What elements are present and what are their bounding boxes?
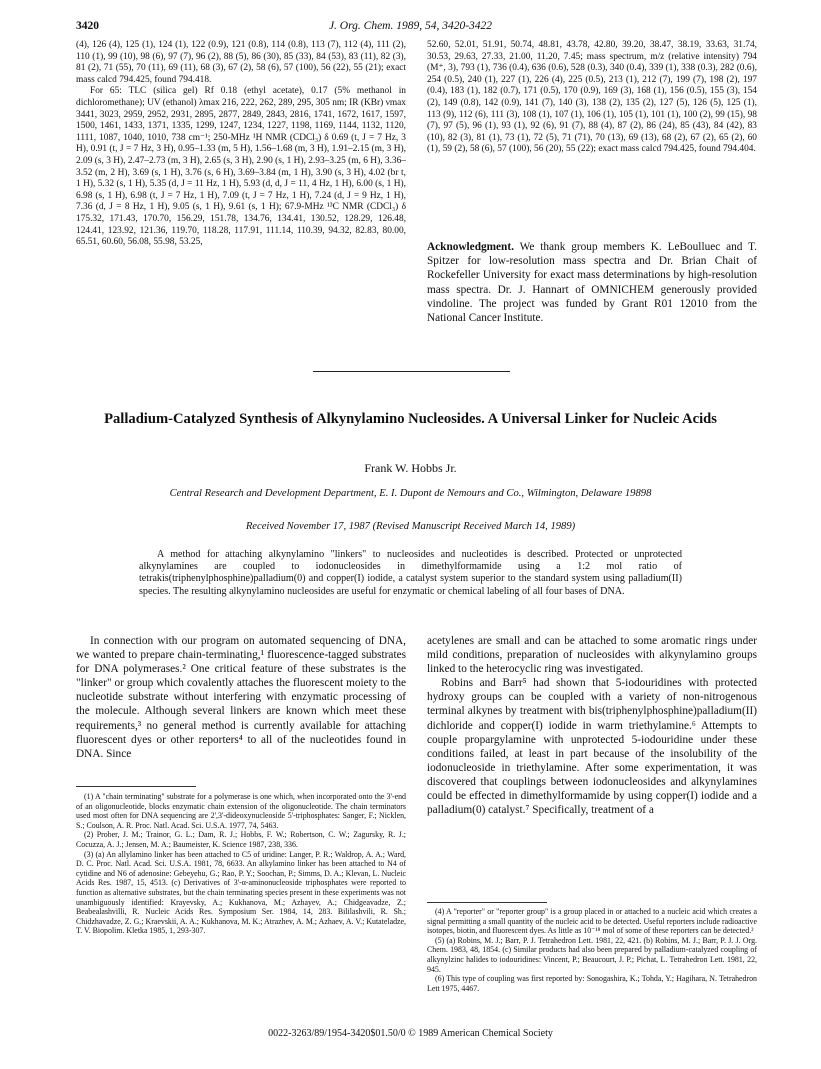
footnote-rule [427, 902, 547, 903]
body-column-right [427, 634, 757, 817]
footnotes-left [76, 792, 406, 936]
page-number: 3420 [76, 20, 99, 32]
acknowledgment-text: We thank group members K. LeBoulluec and T. Spitzer for low-resolution mass spectra and Dr. Brian Chait of Rockefeller University for exact mass determinations by high-resolution mass spectra. Dr. J. Hannart of OMNICHEM generously provided vindoline. The project was funded by Grant R01 12010 from the National Cancer Institute. [427, 241, 757, 325]
spectral-data-right [427, 40, 757, 156]
footnote: (1) A "chain terminating" substrate for a polymerase is one which, when incorporated onto the 3'-end of an oligonucleotide, blocks enzymatic chain extension of the oligonucleotide. The chain terminators used most often for DNA sequencing are 2',3'-dideoxynucleoside 5'-triphosphates: Sanger, F.; Nicklen, S.; Coulson, A. R. Proc. Natl. Acad. Sci. U.S.A. 1977, 74, 5463. [76, 792, 406, 830]
section-divider [313, 371, 510, 372]
footnote: (6) This type of coupling was first reported by: Sonogashira, K.; Tohda, Y.; Hagihara, N. Tetrahedron Lett 1975, 4467. [427, 974, 757, 993]
footnote: (2) Prober, J. M.; Trainor, G. L.; Dam, R. J.; Hobbs, F. W.; Robertson, C. W.; Zagursky, R. J.; Cocuzza, A. J.; Jensen, M. A.; Baumeister, K. Science 1987, 238, 336. [76, 830, 406, 849]
author-affiliation: Central Research and Development Department, E. I. Dupont de Nemours and Co., Wilmington, Delaware 19898 [169, 488, 652, 499]
acknowledgment-heading: Acknowledgment. [427, 241, 514, 253]
article-author: Frank W. Hobbs Jr. [364, 461, 457, 475]
journal-citation: J. Org. Chem. 1989, 54, 3420-3422 [328, 20, 493, 32]
footnote: (3) (a) An allylamino linker has been attached to C5 of uridine: Langer, P. R.; Waldrop, A. A.; Ward, D. C. Proc. Natl. Acad. Sci. U.S.A. 1981, 78, 6633. An alkylamino linker has been attached to N4 of cytidine and N6 of adenosine: Gebeyehu, G.; Rao, P. Y.; Soochan, P.; Simms, D. A.; Klevan, L. Nucleic Acids Res. 1987, 15, 4513. (c) Derivatives of 3'-α-aminonucleoside triphosphates were reported to function as alternative substrates, but the chain terminating species present in these experiments was not unambiguously identified: Krayevsky, A.; Kukhanova, M.; Azhayev, A.; Chidgeavadze, Z.; Beabealashvilli, R. Nucleic Acids Res. Symposium Ser. 1984, 14, 283. Bililashvili, R. Sh.; Chidzhavadze, Z. G.; Kraevskii, A. A.; Kukhanova, M. K.; Atrazhev, A. M.; Azhaev, A. V.; Kutateladze, T. V. Biopolim. Kletka 1985, 1, 293-307. [76, 849, 406, 936]
body-paragraph: In connection with our program on automated sequencing of DNA, we wanted to prepare chain-terminating,¹ fluorescence-tagged substrates for DNA polymerases.² One critical feature of these substrates is the "linker" or group which covalently attaches the fluorescent moiety to the nucleotide substrate without interfering with enzymatic processing of the molecule. Although several linkers are known which meet these requirements,³ no general method is currently available for attaching fluorescent dyes or other reporters⁴ to all of the nucleotides found in DNA. Since [76, 635, 406, 760]
footnote: (4) A "reporter" or "reporter group" is a group placed in or attached to a nucleic acid which creates a signal permitting a small quantity of the nucleic acid to be detected. Useful reporters include radioactive isotopes, biotin, and fluorescent dyes. As little as 10⁻¹⁸ mol of some of these reporters can be detected.² [427, 907, 757, 936]
abstract: A method for attaching alkynylamino "linkers" to nucleosides and nucleotides is described. Protected or unprotected alkynylamines are coupled to iodonucleosides in dimethylformamide using a 1:2 mol ratio of tetrakis(triphenylphosphine)palladium(0) and copper(I) iodide, a catalyst system superior to the standard system using palladium(II) species. The resulting alkynylamino nucleosides are useful for enzymatic or chemical labeling of all four bases of DNA. [139, 549, 682, 597]
body-paragraph: acetylenes are small and can be attached to some aromatic rings under mild conditions, preparation of nucleosides with alkynylamino groups linked to the heterocyclic ring was investigated. [427, 635, 757, 676]
acknowledgment [427, 240, 757, 325]
spectral-data-left [76, 40, 406, 249]
body-column-left [76, 634, 406, 761]
footnote: (5) (a) Robins, M. J.; Barr, P. J. Tetrahedron Lett. 1981, 22, 421. (b) Robins, M. J.; Barr, P. J. J. Org. Chem. 1983, 48, 1854. (c) Similar products had also been prepared by palladium-catalyzed coupling of alkynylzinc halides to iodouridines: Vincent, P.; Beaucourt, J. P.; Pichat, L. Tetrahedron Lett. 1981, 22, 945. [427, 935, 757, 974]
spectral-paragraph: 52.60, 52.01, 51.91, 50.74, 48.81, 43.78, 42.80, 39.20, 38.47, 38.19, 33.63, 31.74, 30.53, 29.63, 27.33, 21.00, 11.20, 7.45; mass spectrum, m/z (relative intensity) 794 (M⁺, 3), 793 (1), 736 (0.4), 636 (0.6), 528 (0.3), 340 (0.4), 339 (1), 338 (0.3), 282 (0.6), 254 (0.5), 240 (1), 227 (1), 226 (4), 225 (0.5), 213 (1), 212 (7), 199 (7), 198 (2), 197 (0.4), 183 (1), 182 (0.7), 171 (0.5), 170 (0.9), 169 (3), 168 (1), 156 (0.5), 155 (3), 154 (2), 149 (0.8), 142 (0.9), 141 (7), 140 (3), 138 (2), 135 (2), 127 (5), 126 (5), 125 (1), 113 (9), 112 (6), 111 (3), 108 (1), 107 (1), 106 (1), 105 (1), 101 (1), 100 (2), 99 (15), 98 (7), 97 (5), 96 (1), 93 (1), 92 (6), 91 (7), 88 (4), 87 (2), 86 (24), 85 (43), 84 (42), 83 (10), 82 (3), 81 (1), 73 (1), 72 (5), 71 (71), 70 (13), 69 (13), 68 (2), 67 (2), 65 (2), 60 (1), 59 (2), 58 (6), 57 (100), 56 (20), 55 (22); exact mass calcd 794.425, found 794.404. [427, 40, 757, 155]
body-paragraph: Robins and Barr⁵ had shown that 5-iodouridines with protected hydroxy groups can be coupled with a variety of non-nitrogenous terminal alkynes by treatment with bis(triphenylphosphine)palladium(II) dichloride and copper(I) iodide in warm triethylamine.⁶ Attempts to couple propargylamine with unprotected 5-iodouridine under these conditions failed, at least in part because of the insolubility of the iodonucleoside in triethylamine. After some experimentation, it was discovered that couplings between iodonucleosides and alkynylamines could be effected in dimethylformamide by using copper(I) iodide and a palladium(0) catalyst.⁷ Specifically, treatment of a [427, 677, 757, 817]
spectral-paragraph: For 65: TLC (silica gel) Rf 0.18 (ethyl acetate), 0.17 (5% methanol in dichloromethane); UV (ethanol) λmax 216, 222, 262, 289, 295, 305 nm; IR (KBr) νmax 3441, 3023, 2959, 2952, 2931, 2895, 2877, 2849, 2843, 2816, 1741, 1672, 1617, 1597, 1500, 1461, 1433, 1371, 1335, 1299, 1247, 1234, 1227, 1198, 1169, 1144, 1132, 1120, 1111, 1087, 1040, 1010, 738 cm⁻¹; 250-MHz ¹H NMR (CDCl₃) δ 0.69 (t, J = 7 Hz, 3 H), 0.91 (t, J = 7 Hz, 3 H), 0.95–1.33 (m, 5 H), 1.56–1.68 (m, 3 H), 1.91–2.15 (m, 3 H), 2.09 (s, 3 H), 2.47–2.73 (m, 3 H), 2.65 (s, 3 H), 2.90 (s, 1 H), 2.93–3.25 (m, 6 H), 3.36–3.52 (m, 2 H), 3.69 (s, 1 H), 3.76 (s, 6 H), 3.69–3.84 (m, 1 H), 3.90 (s, 3 H), 4.02 (br t, 1 H), 5.32 (s, 1 H), 5.35 (d, J = 11 Hz, 1 H), 5.93 (d, d, J = 11, 4 Hz, 1 H), 6.00 (s, 1 H), 6.98 (s, 1 H), 6.98 (t, J = 7 Hz, 1 H), 7.09 (t, J = 7 Hz, 1 H), 7.24 (d, J = 9 Hz, 1 H), 7.36 (d, J = 8 Hz, 1 H), 9.05 (s, 1 H), 9.61 (s, 1 H); 67.9-MHz ¹³C NMR (CDCl₃) δ 175.32, 171.43, 170.70, 156.29, 151.78, 134.76, 134.41, 130.52, 128.29, 126.48, 124.41, 123.92, 121.36, 119.70, 118.28, 117.91, 111.14, 110.39, 94.32, 82.83, 80.00, 65.51, 60.60, 56.08, 55.98, 53.25, [76, 86, 406, 248]
copyright-footer: 0022-3263/89/1954-3420$01.50/0 © 1989 American Chemical Society [268, 1028, 553, 1039]
received-date: Received November 17, 1987 (Revised Manuscript Received March 14, 1989) [245, 521, 576, 532]
article-title: Palladium-Catalyzed Synthesis of Alkynylamino Nucleosides. A Universal Linker for Nucleic Acids [104, 411, 717, 427]
footnotes-right [427, 907, 757, 993]
footnote-rule [76, 786, 196, 787]
spectral-paragraph: (4), 126 (4), 125 (1), 124 (1), 122 (0.9), 121 (0.8), 114 (0.8), 113 (7), 112 (4), 111 (2), 110 (1), 99 (10), 98 (6), 97 (7), 96 (2), 88 (5), 86 (30), 85 (33), 84 (53), 83 (11), 82 (3), 81 (2), 71 (55), 70 (11), 69 (11), 68 (3), 67 (2), 58 (6), 57 (100), 56 (22), 55 (21); exact mass calcd 794.425, found 794.418. [76, 40, 406, 85]
